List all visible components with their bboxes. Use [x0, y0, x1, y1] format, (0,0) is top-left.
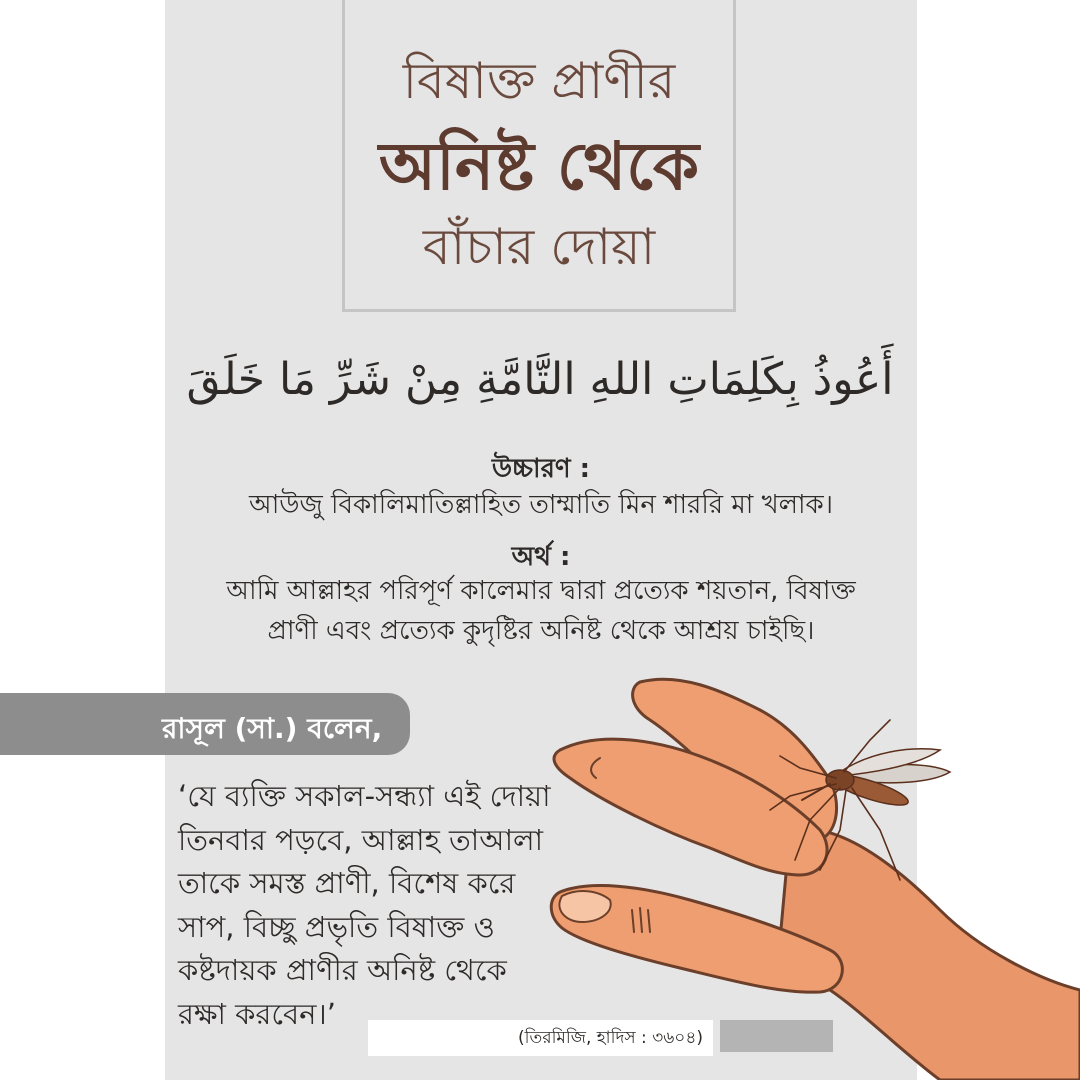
- quote-line: কষ্টদায়ক প্রাণীর অনিষ্ট থেকে: [178, 953, 507, 987]
- title-line-3: বাঁচার দোয়া: [422, 218, 656, 276]
- hand-with-mosquito-illustration: [540, 660, 1080, 1080]
- quote-line: সাপ, বিচ্ছু প্রভৃতি বিষাক্ত ও: [178, 909, 495, 944]
- meaning-line-2: প্রাণী এবং প্রত্যেক কুদৃষ্টির অনিষ্ট থেকে আশ্রয় চাইছি।: [267, 616, 815, 646]
- meaning-label: অর্থ :: [511, 542, 571, 572]
- title-line-2: অনিষ্ট থেকে: [378, 128, 700, 205]
- quote-line: রক্ষা করবেন।’: [178, 996, 337, 1031]
- hadith-quote: [178, 775, 598, 1036]
- reference-text: (তিরমিজি, হাদিস : ৩৬০৪): [517, 1028, 703, 1048]
- banner-text: রাসূল (সা.) বলেন,: [162, 712, 383, 745]
- pronunciation-text: আউজু বিকালিমাতিল্লাহিত তাম্মাতি মিন শাররি মা খলাক।: [248, 490, 834, 520]
- arabic-dua: أَعُوذُ بِكَلِمَاتِ اللهِ التَّامَّةِ مِنْ شَرِّ مَا خَلَقَ: [186, 354, 894, 405]
- quote-line: তিনবার পড়বে, আল্লাহ তাআলা: [178, 822, 544, 857]
- meaning-line-1: আমি আল্লাহর পরিপূর্ণ কালেমার দ্বারা প্রত্যেক শয়তান, বিষাক্ত: [226, 576, 856, 606]
- hand-icon: [551, 679, 1080, 1080]
- title-line-1: বিষাক্ত প্রাণীর: [402, 52, 676, 110]
- quote-line: ‘যে ব্যক্তি সকাল-সন্ধ্যা এই দোয়া: [178, 779, 551, 813]
- pronunciation-label: উচ্চারণ :: [491, 454, 591, 484]
- title-box: [342, 0, 736, 312]
- quote-line: তাকে সমস্ত প্রাণী, বিশেষ করে: [178, 866, 516, 900]
- rasul-banner: [0, 693, 410, 755]
